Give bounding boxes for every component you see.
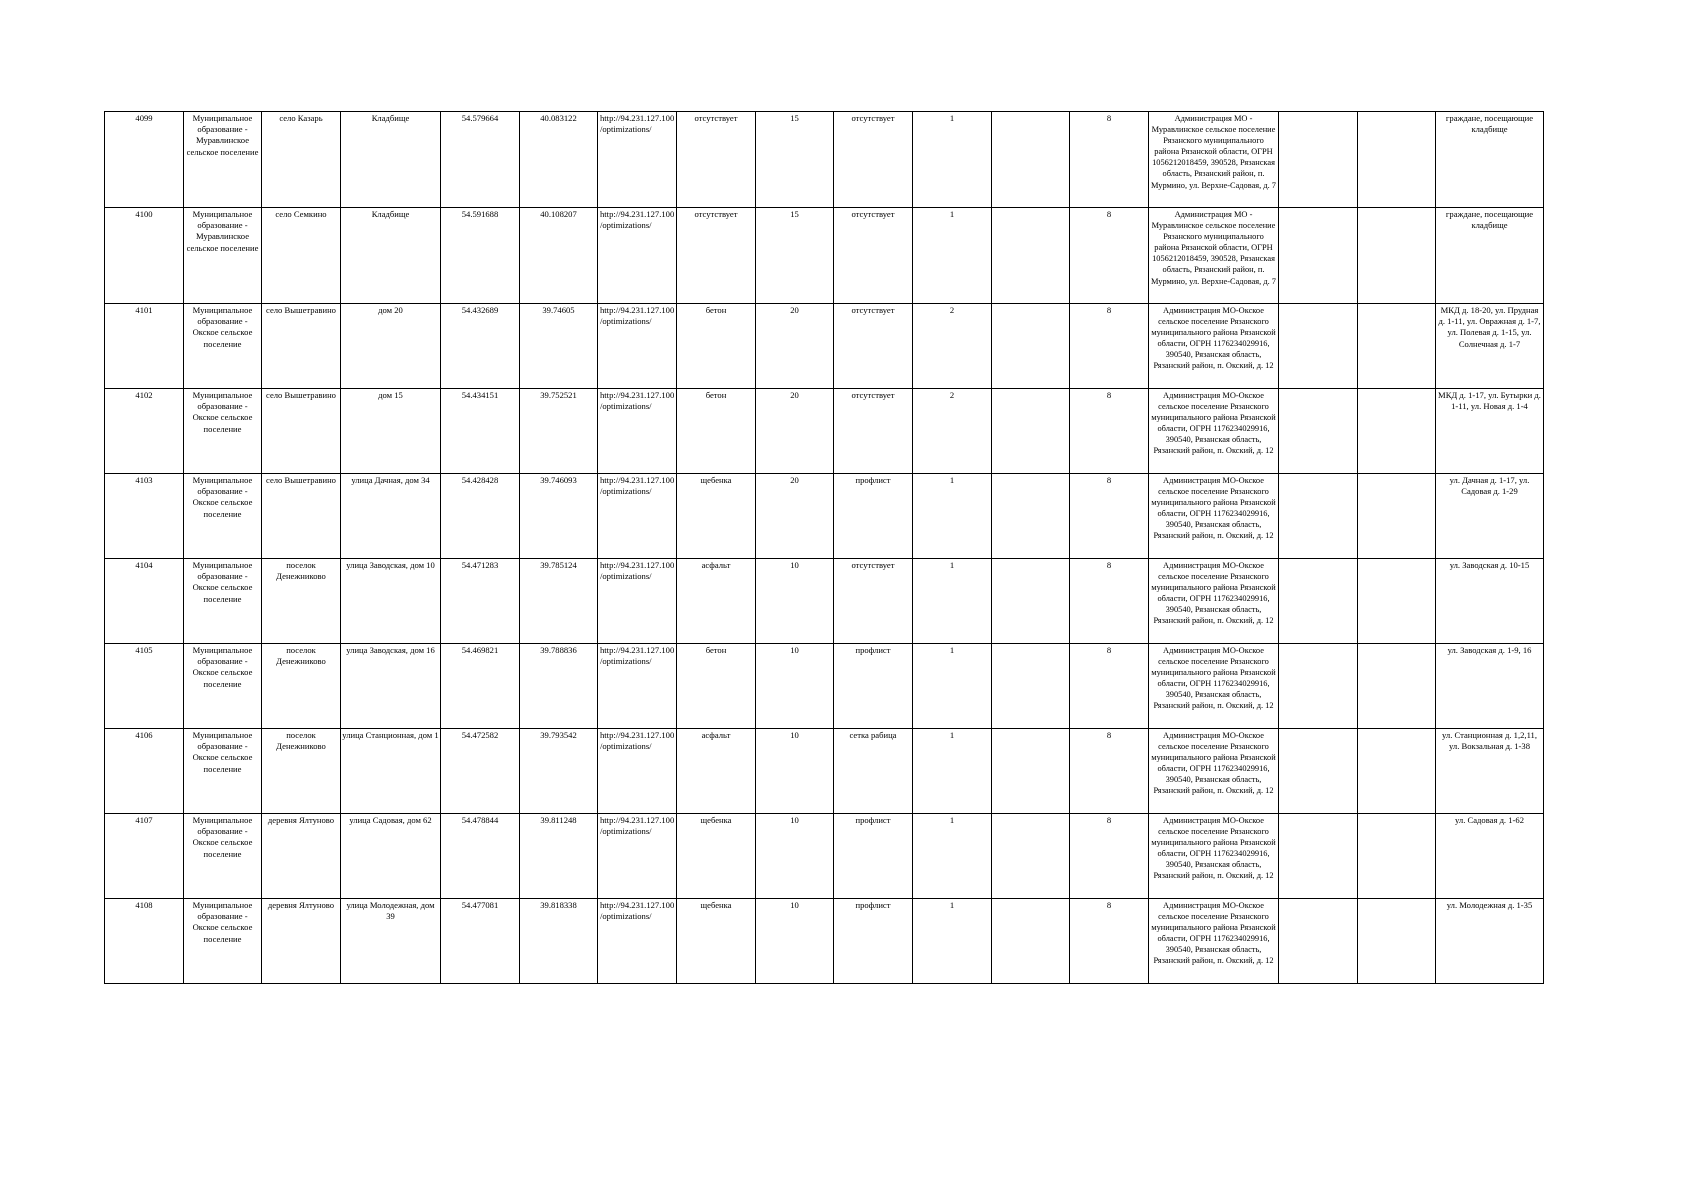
cell-address: улица Заводская, дом 10 xyxy=(341,559,441,644)
cell-empty xyxy=(992,644,1070,729)
cell-empty xyxy=(992,729,1070,814)
cell-empty xyxy=(1279,814,1358,899)
cell-map-url: http://94.231.127.100/optimizations/ xyxy=(598,208,677,304)
cell-longitude: 39.752521 xyxy=(520,389,598,474)
cell-empty xyxy=(1358,474,1436,559)
cell-fence-type: отсутствует xyxy=(834,112,913,208)
cell-container-count: 1 xyxy=(913,814,992,899)
cell-container-count: 1 xyxy=(913,899,992,984)
cell-empty xyxy=(1358,899,1436,984)
cell-municipality: Муниципальное образование - Окское сельское поселение xyxy=(184,899,262,984)
cell-owner: Администрация МО - Муравлинское сельское поселение Рязанского муниципального района Рязанской области, ОГРН 1056212018459, 390528, Рязанская область, Рязанский район, п. Мурмино, ул. Верхне-Садовая, д. 7 xyxy=(1149,208,1279,304)
cell-empty xyxy=(992,559,1070,644)
cell-municipality: Муниципальное образование - Окское сельское поселение xyxy=(184,304,262,389)
cell-empty xyxy=(1279,304,1358,389)
cell-number: 4099 xyxy=(105,112,184,208)
cell-longitude: 39.788836 xyxy=(520,644,598,729)
cell-surface-type: щебенка xyxy=(677,899,756,984)
cell-latitude: 54.432689 xyxy=(441,304,520,389)
cell-container-volume: 8 xyxy=(1070,899,1149,984)
cell-latitude: 54.478844 xyxy=(441,814,520,899)
cell-empty xyxy=(992,208,1070,304)
cell-empty xyxy=(1358,559,1436,644)
cell-longitude: 39.818338 xyxy=(520,899,598,984)
cell-container-count: 1 xyxy=(913,112,992,208)
cell-container-volume: 8 xyxy=(1070,389,1149,474)
cell-longitude: 39.746093 xyxy=(520,474,598,559)
cell-empty xyxy=(1358,814,1436,899)
cell-address: улица Дачная, дом 34 xyxy=(341,474,441,559)
cell-longitude: 39.74605 xyxy=(520,304,598,389)
cell-empty xyxy=(1279,644,1358,729)
cell-container-volume: 8 xyxy=(1070,208,1149,304)
cell-waste-sources: МКД д. 18-20, ул. Прудная д. 1-11, ул. Овражная д. 1-7, ул. Полевая д. 1-15, ул. Солнечная д. 1-7 xyxy=(1436,304,1544,389)
cell-municipality: Муниципальное образование - Окское сельское поселение xyxy=(184,474,262,559)
cell-empty xyxy=(1358,208,1436,304)
cell-address: дом 15 xyxy=(341,389,441,474)
cell-address: улица Садовая, дом 62 xyxy=(341,814,441,899)
cell-surface-type: бетон xyxy=(677,644,756,729)
cell-address: Кладбище xyxy=(341,112,441,208)
cell-surface-type: бетон xyxy=(677,389,756,474)
cell-container-volume: 8 xyxy=(1070,559,1149,644)
cell-locality: поселок Денежниково xyxy=(262,644,341,729)
cell-owner: Администрация МО-Окское сельское поселение Рязанского муниципального района Рязанской области, ОГРН 1176234029916, 390540, Рязанская область, Рязанский район, п. Окский, д. 12 xyxy=(1149,644,1279,729)
cell-map-url: http://94.231.127.100/optimizations/ xyxy=(598,112,677,208)
cell-empty xyxy=(992,304,1070,389)
table-row xyxy=(105,389,1544,474)
cell-empty xyxy=(1279,474,1358,559)
cell-address: дом 20 xyxy=(341,304,441,389)
cell-owner: Администрация МО-Окское сельское поселение Рязанского муниципального района Рязанской области, ОГРН 1176234029916, 390540, Рязанская область, Рязанский район, п. Окский, д. 12 xyxy=(1149,304,1279,389)
cell-fence-type: отсутствует xyxy=(834,304,913,389)
cell-empty xyxy=(1279,389,1358,474)
cell-waste-sources: МКД д. 1-17, ул. Бутырки д. 1-11, ул. Новая д. 1-4 xyxy=(1436,389,1544,474)
cell-waste-sources: ул. Заводская д. 1-9, 16 xyxy=(1436,644,1544,729)
cell-number: 4103 xyxy=(105,474,184,559)
cell-surface-type: щебенка xyxy=(677,814,756,899)
cell-number: 4101 xyxy=(105,304,184,389)
cell-locality: село Вышетравино xyxy=(262,304,341,389)
cell-number: 4102 xyxy=(105,389,184,474)
cell-fence-type: отсутствует xyxy=(834,559,913,644)
cell-map-url: http://94.231.127.100/optimizations/ xyxy=(598,814,677,899)
cell-area: 20 xyxy=(756,304,834,389)
table-row xyxy=(105,474,1544,559)
cell-latitude: 54.471283 xyxy=(441,559,520,644)
cell-latitude: 54.428428 xyxy=(441,474,520,559)
cell-area: 10 xyxy=(756,644,834,729)
cell-number: 4104 xyxy=(105,559,184,644)
cell-area: 15 xyxy=(756,208,834,304)
cell-container-volume: 8 xyxy=(1070,814,1149,899)
cell-container-volume: 8 xyxy=(1070,112,1149,208)
cell-empty xyxy=(992,899,1070,984)
cell-container-count: 1 xyxy=(913,559,992,644)
cell-map-url: http://94.231.127.100/optimizations/ xyxy=(598,644,677,729)
cell-map-url: http://94.231.127.100/optimizations/ xyxy=(598,559,677,644)
cell-locality: поселок Денежниково xyxy=(262,559,341,644)
cell-container-count: 1 xyxy=(913,729,992,814)
cell-municipality: Муниципальное образование - Муравлинское сельское поселение xyxy=(184,112,262,208)
cell-address: улица Заводская, дом 16 xyxy=(341,644,441,729)
cell-municipality: Муниципальное образование - Окское сельское поселение xyxy=(184,389,262,474)
cell-owner: Администрация МО-Окское сельское поселение Рязанского муниципального района Рязанской области, ОГРН 1176234029916, 390540, Рязанская область, Рязанский район, п. Окский, д. 12 xyxy=(1149,814,1279,899)
cell-area: 20 xyxy=(756,474,834,559)
cell-waste-sources: ул. Дачная д. 1-17, ул. Садовая д. 1-29 xyxy=(1436,474,1544,559)
table-row xyxy=(105,559,1544,644)
cell-owner: Администрация МО - Муравлинское сельское поселение Рязанского муниципального района Рязанской области, ОГРН 1056212018459, 390528, Рязанская область, Рязанский район, п. Мурмино, ул. Верхне-Садовая, д. 7 xyxy=(1149,112,1279,208)
cell-locality: село Семкино xyxy=(262,208,341,304)
cell-owner: Администрация МО-Окское сельское поселение Рязанского муниципального района Рязанской области, ОГРН 1176234029916, 390540, Рязанская область, Рязанский район, п. Окский, д. 12 xyxy=(1149,389,1279,474)
cell-municipality: Муниципальное образование - Окское сельское поселение xyxy=(184,814,262,899)
cell-container-count: 2 xyxy=(913,389,992,474)
cell-container-count: 1 xyxy=(913,474,992,559)
table-row xyxy=(105,729,1544,814)
table-row xyxy=(105,208,1544,304)
cell-empty xyxy=(1279,208,1358,304)
table-row xyxy=(105,112,1544,208)
cell-number: 4107 xyxy=(105,814,184,899)
registry-table xyxy=(104,111,1544,984)
cell-longitude: 39.811248 xyxy=(520,814,598,899)
cell-waste-sources: граждане, посещающие кладбище xyxy=(1436,208,1544,304)
cell-container-count: 1 xyxy=(913,208,992,304)
cell-latitude: 54.591688 xyxy=(441,208,520,304)
cell-address: улица Станционная, дом 1 xyxy=(341,729,441,814)
cell-address: улица Молодежная, дом 39 xyxy=(341,899,441,984)
table-row xyxy=(105,814,1544,899)
cell-area: 10 xyxy=(756,814,834,899)
cell-container-count: 1 xyxy=(913,644,992,729)
cell-map-url: http://94.231.127.100/optimizations/ xyxy=(598,389,677,474)
cell-latitude: 54.579664 xyxy=(441,112,520,208)
cell-locality: село Вышетравино xyxy=(262,389,341,474)
cell-empty xyxy=(1279,729,1358,814)
cell-fence-type: отсутствует xyxy=(834,389,913,474)
cell-locality: деревня Ялтуново xyxy=(262,814,341,899)
table-row xyxy=(105,899,1544,984)
cell-empty xyxy=(992,474,1070,559)
cell-waste-sources: граждане, посещающие кладбище xyxy=(1436,112,1544,208)
cell-container-volume: 8 xyxy=(1070,729,1149,814)
cell-number: 4105 xyxy=(105,644,184,729)
cell-owner: Администрация МО-Окское сельское поселение Рязанского муниципального района Рязанской области, ОГРН 1176234029916, 390540, Рязанская область, Рязанский район, п. Окский, д. 12 xyxy=(1149,559,1279,644)
cell-container-volume: 8 xyxy=(1070,474,1149,559)
cell-waste-sources: ул. Станционная д. 1,2,11, ул. Вокзальная д. 1-38 xyxy=(1436,729,1544,814)
cell-owner: Администрация МО-Окское сельское поселение Рязанского муниципального района Рязанской области, ОГРН 1176234029916, 390540, Рязанская область, Рязанский район, п. Окский, д. 12 xyxy=(1149,899,1279,984)
table-row xyxy=(105,304,1544,389)
cell-map-url: http://94.231.127.100/optimizations/ xyxy=(598,474,677,559)
cell-fence-type: профлист xyxy=(834,814,913,899)
cell-map-url: http://94.231.127.100/optimizations/ xyxy=(598,729,677,814)
cell-fence-type: профлист xyxy=(834,474,913,559)
cell-surface-type: асфальт xyxy=(677,729,756,814)
cell-empty xyxy=(1358,389,1436,474)
cell-empty xyxy=(992,814,1070,899)
cell-empty xyxy=(1358,644,1436,729)
cell-area: 10 xyxy=(756,729,834,814)
cell-empty xyxy=(1279,559,1358,644)
cell-area: 15 xyxy=(756,112,834,208)
cell-area: 20 xyxy=(756,389,834,474)
cell-longitude: 40.108207 xyxy=(520,208,598,304)
cell-map-url: http://94.231.127.100/optimizations/ xyxy=(598,304,677,389)
cell-waste-sources: ул. Заводская д. 10-15 xyxy=(1436,559,1544,644)
cell-longitude: 39.793542 xyxy=(520,729,598,814)
cell-area: 10 xyxy=(756,559,834,644)
cell-fence-type: отсутствует xyxy=(834,208,913,304)
cell-municipality: Муниципальное образование - Окское сельское поселение xyxy=(184,729,262,814)
cell-address: Кладбище xyxy=(341,208,441,304)
cell-empty xyxy=(1358,112,1436,208)
cell-municipality: Муниципальное образование - Муравлинское сельское поселение xyxy=(184,208,262,304)
cell-number: 4100 xyxy=(105,208,184,304)
cell-surface-type: щебенка xyxy=(677,474,756,559)
cell-empty xyxy=(1279,112,1358,208)
cell-owner: Администрация МО-Окское сельское поселение Рязанского муниципального района Рязанской области, ОГРН 1176234029916, 390540, Рязанская область, Рязанский район, п. Окский, д. 12 xyxy=(1149,474,1279,559)
cell-municipality: Муниципальное образование - Окское сельское поселение xyxy=(184,644,262,729)
cell-empty xyxy=(992,112,1070,208)
cell-locality: село Вышетравино xyxy=(262,474,341,559)
cell-waste-sources: ул. Молодежная д. 1-35 xyxy=(1436,899,1544,984)
cell-surface-type: отсутствует xyxy=(677,208,756,304)
cell-number: 4106 xyxy=(105,729,184,814)
cell-surface-type: отсутствует xyxy=(677,112,756,208)
table-row xyxy=(105,644,1544,729)
cell-map-url: http://94.231.127.100/optimizations/ xyxy=(598,899,677,984)
cell-container-volume: 8 xyxy=(1070,644,1149,729)
cell-latitude: 54.469821 xyxy=(441,644,520,729)
cell-latitude: 54.472582 xyxy=(441,729,520,814)
cell-empty xyxy=(992,389,1070,474)
cell-locality: деревня Ялтуново xyxy=(262,899,341,984)
cell-area: 10 xyxy=(756,899,834,984)
cell-surface-type: асфальт xyxy=(677,559,756,644)
registry-table-body xyxy=(105,112,1544,984)
cell-longitude: 39.785124 xyxy=(520,559,598,644)
cell-waste-sources: ул. Садовая д. 1-62 xyxy=(1436,814,1544,899)
cell-locality: село Казарь xyxy=(262,112,341,208)
cell-container-count: 2 xyxy=(913,304,992,389)
cell-owner: Администрация МО-Окское сельское поселение Рязанского муниципального района Рязанской области, ОГРН 1176234029916, 390540, Рязанская область, Рязанский район, п. Окский, д. 12 xyxy=(1149,729,1279,814)
cell-empty xyxy=(1279,899,1358,984)
cell-surface-type: бетон xyxy=(677,304,756,389)
cell-empty xyxy=(1358,304,1436,389)
cell-fence-type: сетка рабица xyxy=(834,729,913,814)
cell-container-volume: 8 xyxy=(1070,304,1149,389)
cell-fence-type: профлист xyxy=(834,899,913,984)
cell-number: 4108 xyxy=(105,899,184,984)
cell-locality: поселок Денежниково xyxy=(262,729,341,814)
cell-municipality: Муниципальное образование - Окское сельское поселение xyxy=(184,559,262,644)
cell-fence-type: профлист xyxy=(834,644,913,729)
cell-empty xyxy=(1358,729,1436,814)
cell-longitude: 40.083122 xyxy=(520,112,598,208)
cell-latitude: 54.477081 xyxy=(441,899,520,984)
cell-latitude: 54.434151 xyxy=(441,389,520,474)
